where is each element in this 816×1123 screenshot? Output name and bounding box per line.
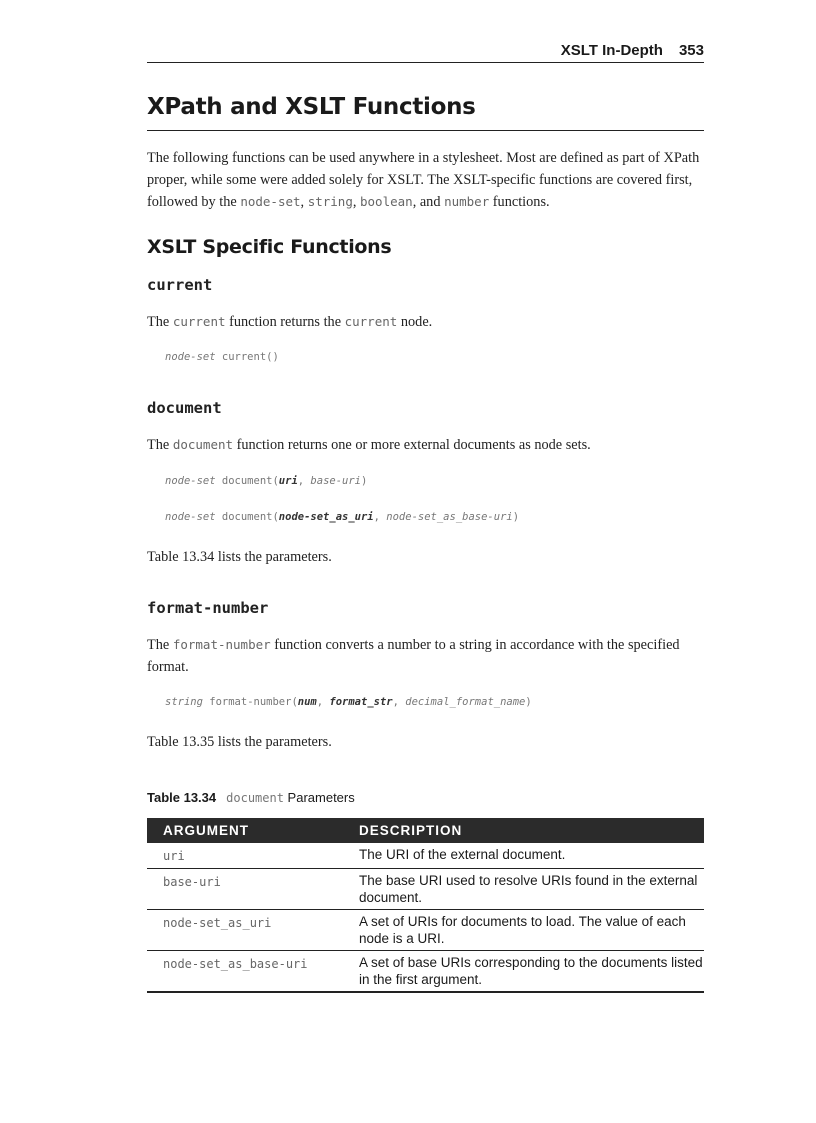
table-cell-argument: node-set_as_uri bbox=[147, 910, 353, 951]
code-current: current bbox=[344, 314, 398, 329]
signature-document-2: node-set document(node-set_as_uri, node-set_as_base-uri) bbox=[165, 511, 520, 523]
function-heading-document: document bbox=[147, 399, 222, 417]
function-heading-format-number: format-number bbox=[147, 599, 269, 617]
signature-current: node-set current() bbox=[165, 351, 279, 363]
table-row bbox=[147, 843, 704, 869]
signature-format-number: string format-number(num, format_str, decimal_format_name) bbox=[165, 696, 532, 708]
table-cell-argument: node-set_as_base-uri bbox=[147, 951, 353, 993]
table-header-row bbox=[147, 818, 704, 843]
table-cell-argument: base-uri bbox=[147, 869, 353, 910]
parameters-table bbox=[147, 818, 704, 993]
table-cell-description: The base URI used to resolve URIs found in the external document. bbox=[353, 869, 704, 910]
code-document: document bbox=[172, 437, 234, 452]
table-caption: Table 13.34 document Parameters bbox=[147, 790, 355, 805]
code-node-set: node-set bbox=[240, 194, 301, 209]
function-heading-current: current bbox=[147, 276, 213, 294]
page-title: XPath and XSLT Functions bbox=[147, 92, 704, 131]
page-number: 353 bbox=[678, 42, 704, 59]
code-boolean: boolean bbox=[360, 194, 413, 209]
current-description: The current function returns the current node. bbox=[147, 314, 433, 330]
running-head bbox=[147, 40, 704, 63]
code-string: string bbox=[307, 194, 353, 209]
section-heading: XSLT Specific Functions bbox=[147, 236, 392, 258]
format-number-table-reference: Table 13.35 lists the parameters. bbox=[147, 734, 332, 750]
table-cell-argument: uri bbox=[147, 843, 353, 869]
table-cell-description: A set of URIs for documents to load. The value of each node is a URI. bbox=[353, 910, 704, 951]
table-caption-label: Table 13.34 bbox=[147, 790, 217, 805]
column-header-argument: ARGUMENT bbox=[147, 818, 353, 843]
code-number: number bbox=[444, 194, 490, 209]
format-number-description: The format-number function converts a number to a string in accordance with the specified format. bbox=[147, 637, 680, 675]
code-current: current bbox=[172, 314, 226, 329]
running-head-section: XSLT In-Depth bbox=[560, 42, 663, 59]
column-header-description: DESCRIPTION bbox=[353, 818, 704, 843]
code-format-number: format-number bbox=[172, 637, 271, 652]
intro-paragraph: The following functions can be used anywhere in a stylesheet. Most are defined as part of XPath proper, while some were added solely for XSLT. The XSLT-specific functions are covered first, followed by the node-set, string, boolean, and number functions. bbox=[147, 150, 700, 210]
table-row bbox=[147, 869, 704, 910]
table-caption-code: document bbox=[226, 791, 284, 805]
signature-document-1: node-set document(uri, base-uri) bbox=[165, 475, 368, 487]
document-description: The document function returns one or more external documents as node sets. bbox=[147, 437, 591, 453]
document-table-reference: Table 13.34 lists the parameters. bbox=[147, 549, 332, 565]
table-row bbox=[147, 951, 704, 993]
table-row bbox=[147, 910, 704, 951]
intro-text: The following functions can be used anywhere in a stylesheet. Most are defined as part of XPath proper, while some were added solely for XSLT. The XSLT-specific functions are covered first, followed by the bbox=[147, 150, 700, 210]
table-cell-description: A set of base URIs corresponding to the documents listed in the first argument. bbox=[353, 951, 704, 993]
table-cell-description: The URI of the external document. bbox=[353, 843, 704, 869]
